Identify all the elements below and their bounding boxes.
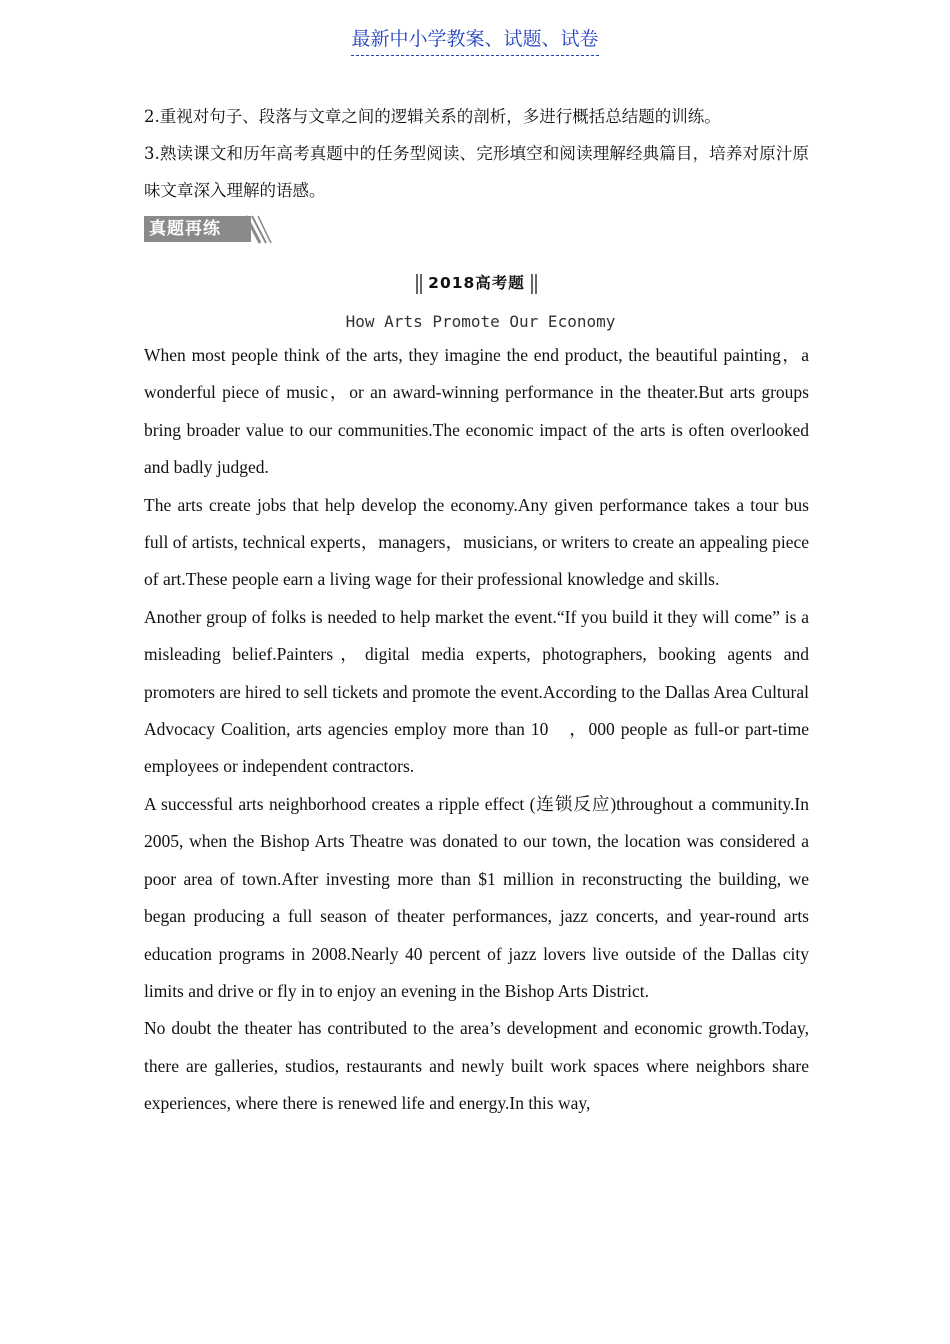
page-content — [144, 98, 809, 1123]
article-paragraph-5: No doubt the theater has contributed to the area’s development and economic growth.Today, there are galleries, studios, restaurants and newly built work spaces where neighbors share experiences, where there is renewed life and energy.In this way, — [144, 1018, 809, 1114]
exam-heading-text: 2018高考题 — [428, 274, 525, 292]
double-bar-left-icon — [416, 274, 422, 294]
article-body — [144, 337, 809, 1123]
study-tip-3: 3.熟读课文和历年高考真题中的任务型阅读、完形填空和阅读理解经典篇目，培养对原汁原味文章深入理解的语感。 — [144, 144, 809, 200]
double-bar-right-icon — [531, 274, 537, 294]
diagonal-stripes-icon — [244, 215, 274, 245]
study-tip-2: 2.重视对句子、段落与文章之间的逻辑关系的剖析，多进行概括总结题的训练。 — [144, 107, 721, 126]
section-tag-banner — [144, 215, 809, 245]
exam-heading — [144, 271, 809, 295]
article-paragraph-4: A successful arts neighborhood creates a ripple effect (连锁反应)throughout a community.In 2005, when the Bishop Arts Theatre was donated to our town, the location was considered a poor area of town.After investing more than $1 million in reconstructing the building, we began producing a full season of theater performances, jazz concerts, and year-round arts education programs in 2008.Nearly 40 percent of jazz lovers live outside of the Dallas city limits and drive or fly in to enjoy an evening in the Bishop Arts District. — [144, 793, 809, 1001]
article-paragraph-2: The arts create jobs that help develop the economy.Any given performance takes a tour bus full of artists, technical experts，managers，musicians, or writers to create an appealing piece of art.These people earn a living wage for their professional knowledge and skills. — [144, 494, 809, 590]
article-paragraph-1: When most people think of the arts, they imagine the end product, the beautiful painting，a wonderful piece of music，or an award-winning performance in the theater.But arts groups bring broader value to our communities.The economic impact of the arts is often overlooked and badly judged. — [144, 345, 809, 478]
header-link[interactable] — [0, 24, 950, 56]
section-tag: 真题再练 — [144, 216, 251, 242]
article-title: How Arts Promote Our Economy — [345, 312, 616, 331]
article-paragraph-3: Another group of folks is needed to help market the event.“If you build it they will come” is a misleading belief.Painters，digital media experts, photographers, booking agents and promoters are hired to sell tickets and promote the event.According to the Dallas Area Cultural Advocacy Coalition, arts agencies employ more than 10 ，000 people as full-or part-time employees or independent contractors. — [144, 606, 809, 777]
header-link-text[interactable]: 最新中小学教案、试题、试卷 — [351, 24, 598, 56]
